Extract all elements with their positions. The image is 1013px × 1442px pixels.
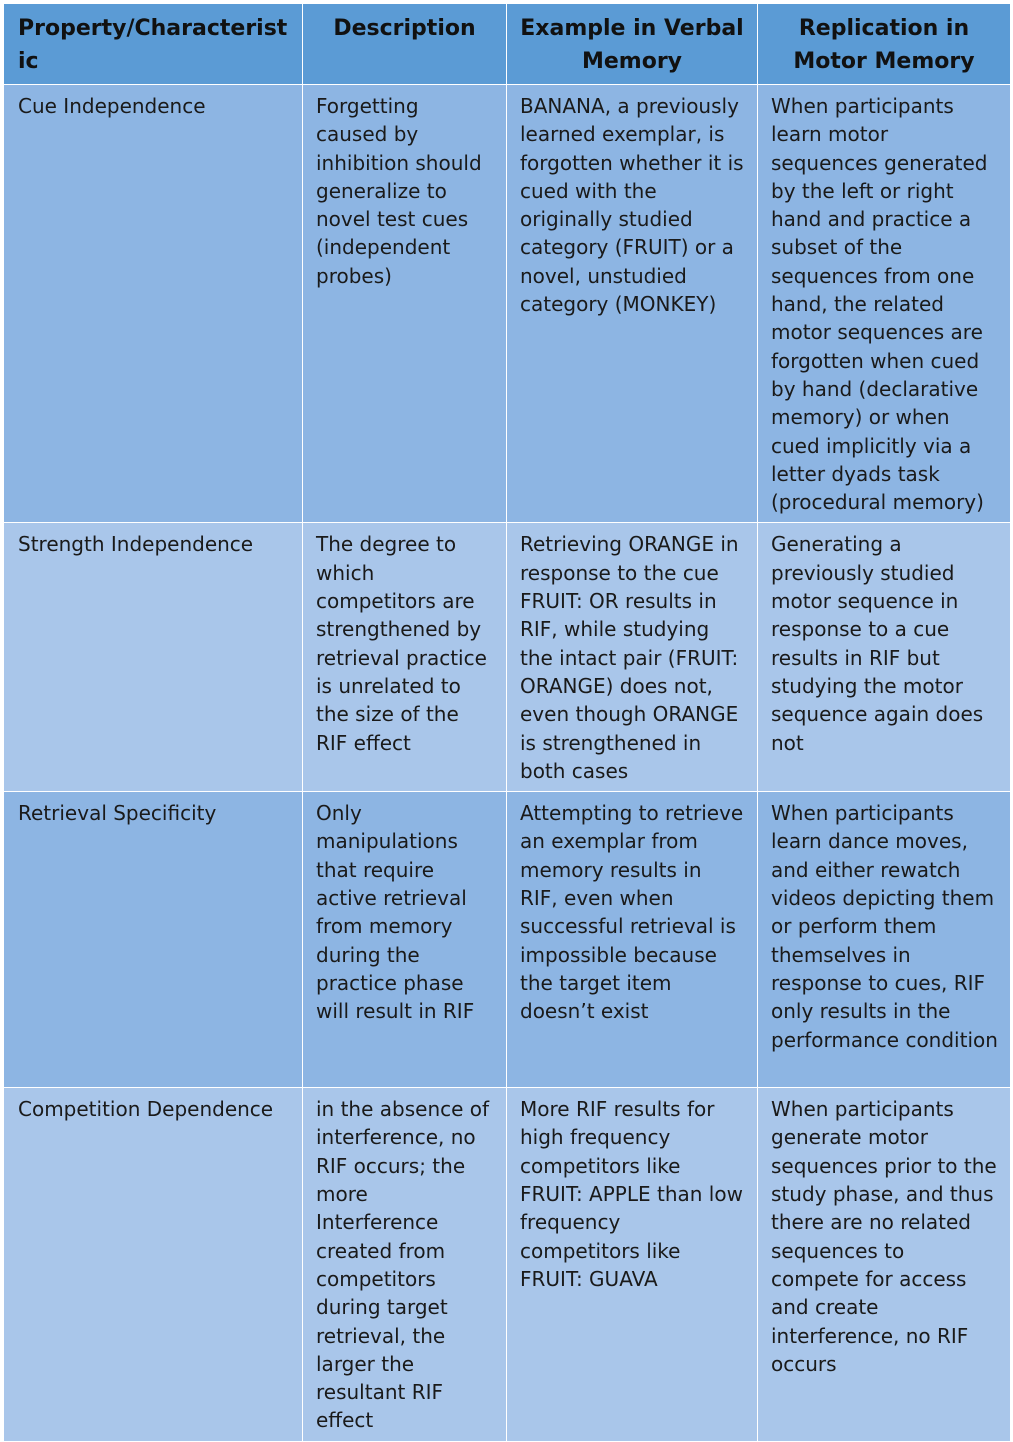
cell-motor-replication: Generating a previously studied motor sequence in response to a cue results in RIF but studying the motor sequence again does not — [758, 523, 1011, 792]
cell-description: The degree to which competitors are strengthened by retrieval practice is unrelated to the size of the RIF effect — [303, 523, 507, 792]
header-row — [4, 4, 1011, 85]
header-motor-replication: Replication in Motor Memory — [758, 4, 1011, 85]
header-verbal-example: Example in Verbal Memory — [507, 4, 758, 85]
cell-property: Retrieval Specificity — [4, 792, 303, 1088]
cell-property: Cue Independence — [4, 85, 303, 523]
cell-verbal-example: Attempting to retrieve an exemplar from memory results in RIF, even when successful retrieval is impossible because the target item doesn’t exist — [507, 792, 758, 1088]
header-property: Property/Characteristic — [4, 4, 303, 85]
table-row — [4, 792, 1011, 1088]
cell-verbal-example: More RIF results for high frequency competitors like FRUIT: APPLE than low frequency competitors like FRUIT: GUAVA — [507, 1088, 758, 1442]
cell-description: in the absence of interference, no RIF occurs; the more Interference created from competitors during target retrieval, the larger the resultant RIF effect — [303, 1088, 507, 1442]
header-description: Description — [303, 4, 507, 85]
cell-property: Competition Dependence — [4, 1088, 303, 1442]
rif-properties-table — [3, 3, 1011, 1442]
cell-verbal-example: BANANA, a previously learned exemplar, is forgotten whether it is cued with the originally studied category (FRUIT) or a novel, unstudied category (MONKEY) — [507, 85, 758, 523]
cell-description: Only manipulations that require active retrieval from memory during the practice phase will result in RIF — [303, 792, 507, 1088]
table-row — [4, 523, 1011, 792]
cell-property: Strength Independence — [4, 523, 303, 792]
cell-motor-replication: When participants generate motor sequences prior to the study phase, and thus there are no related sequences to compete for access and create interference, no RIF occurs — [758, 1088, 1011, 1442]
table-row — [4, 1088, 1011, 1442]
cell-motor-replication: When participants learn dance moves, and either rewatch videos depicting them or perform them themselves in response to cues, RIF only results in the performance condition — [758, 792, 1011, 1088]
cell-motor-replication: When participants learn motor sequences generated by the left or right hand and practice a subset of the sequences from one hand, the related motor sequences are forgotten when cued by hand (declarative memory) or when cued implicitly via a letter dyads task (procedural memory) — [758, 85, 1011, 523]
cell-description: Forgetting caused by inhibition should generalize to novel test cues (independent probes) — [303, 85, 507, 523]
rif-properties-table-container — [3, 3, 1010, 1433]
table-row — [4, 85, 1011, 523]
cell-verbal-example: Retrieving ORANGE in response to the cue FRUIT: OR results in RIF, while studying the intact pair (FRUIT: ORANGE) does not, even though ORANGE is strengthened in both cases — [507, 523, 758, 792]
